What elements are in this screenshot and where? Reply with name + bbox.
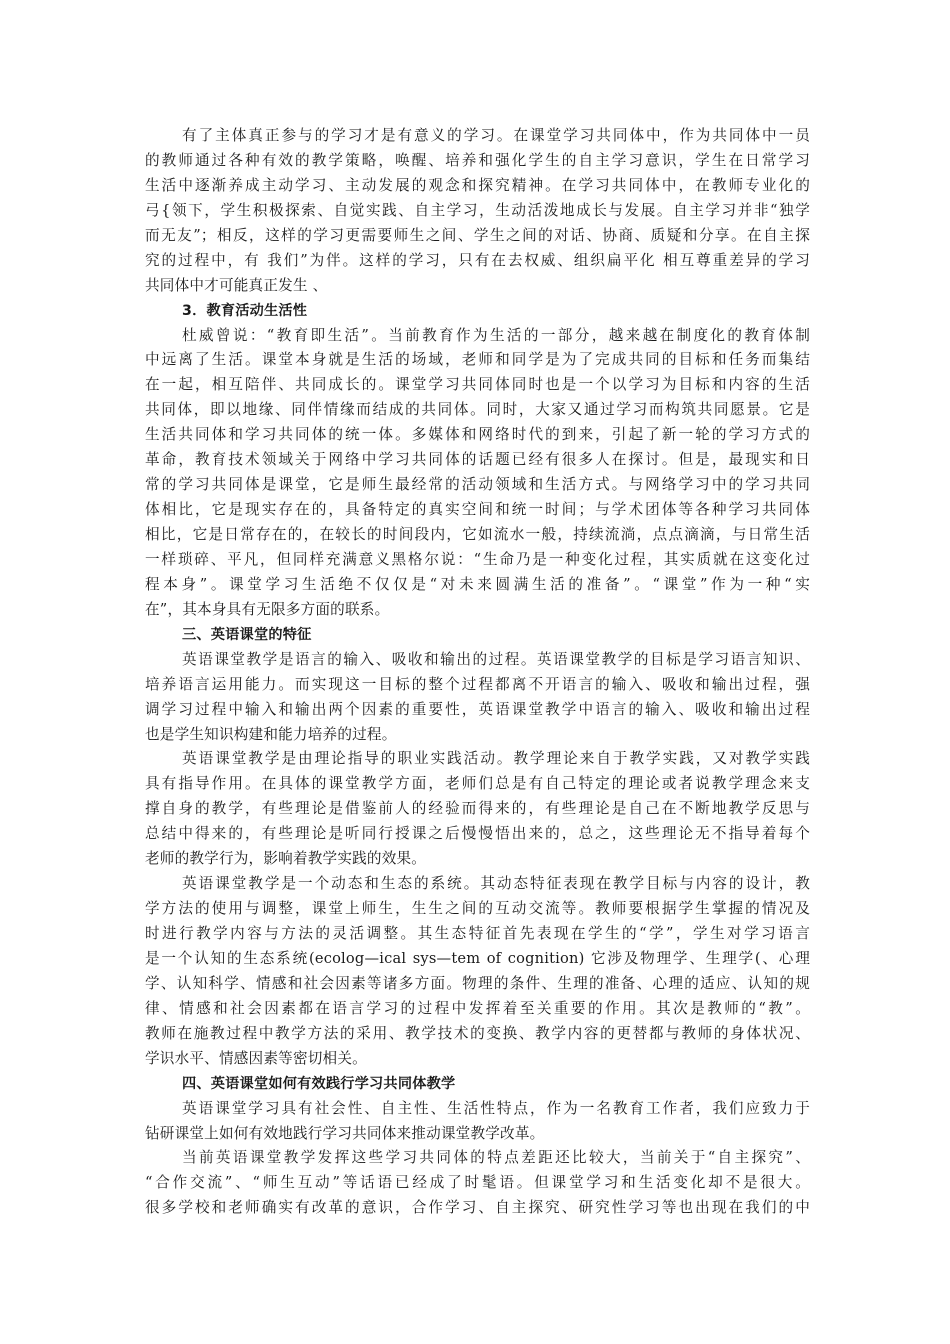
paragraph-first-line: 当前英语课堂教学发挥这些学习共同体的特点差距还比较大，当前关于“自主探究”、 <box>182 1149 810 1167</box>
text-line: 生活共同体和学习共同体的统一体。多媒体和网络时代的到来，引起了新一轮的学习方式的 <box>145 426 810 444</box>
text-line: 生活中逐渐养成主动学习、主动发展的观念和探究精神。在学习共同体中，在教师专业化的 <box>145 176 810 194</box>
text-line: “合作交流”、“师生互动”等话语已经成了时髦语。但课堂学习和生活变化却不是很大。 <box>145 1174 810 1192</box>
paragraph-first-line: 英语课堂教学是一个动态和生态的系统。其动态特征表现在教学目标与内容的设计，教 <box>182 875 810 893</box>
text-line: 总结中得来的，有些理论是听同行授课之后慢慢悟出来的，总之，这些理论无不指导着每个 <box>145 825 810 843</box>
text-line: 的教师通过各种有效的教学策略，唤醒、培养和强化学生的自主学习意识，学生在日常学习 <box>145 151 810 169</box>
text-line: 培养语言运用能力。而实现这一目标的整个过程都离不开语言的输入、吸收和输出过程，强 <box>145 675 810 693</box>
paragraph-last-line: 在”，其本身具有无限多方面的联系。 <box>145 600 390 618</box>
text-line: 常的学习共同体是课堂，它是师生最经常的活动领域和生活方式。与网络学习中的学习共同 <box>145 476 810 494</box>
text-line: 很多学校和老师确实有改革的意识，合作学习、自主探究、研究性学习等也出现在我们的中 <box>145 1199 810 1217</box>
text-line: 中远离了生活。课堂本身就是生活的场域，老师和同学是为了完成共同的目标和任务而集结 <box>145 351 810 369</box>
text-line: 相比，它是日常存在的，在较长的时间段内，它如流水一般，持续流淌，点点滴滴，与日常生活 <box>145 526 810 543</box>
paragraph-last-line: 学识水平、情感因素等密切相关。 <box>145 1049 367 1067</box>
text-line: 共同体，即以地缘、同伴情缘而结成的共同体。同时，大家又通过学习而构筑共同愿景。它是 <box>145 401 810 419</box>
section-heading: 3．教育活动生活性 <box>182 302 308 319</box>
paragraph-first-line: 有了主体真正参与的学习才是有意义的学习。在课堂学习共同体中，作为共同体中一员 <box>182 127 810 144</box>
paragraph-first-line: 英语课堂教学是由理论指导的职业实践活动。教学理论来自于教学实践，又对教学实践 <box>182 750 810 768</box>
text-line: 时进行教学内容与方法的灵活调整。其生态特征首先表现在学生的“学”，学生对学习语言 <box>145 925 810 942</box>
text-line: 调学习过程中输入和输出两个因素的重要性，英语课堂教学中语言的输入、吸收和输出过程 <box>145 700 810 718</box>
paragraph-last-line: 也是学生知识构建和能力培养的过程。 <box>145 725 397 743</box>
paragraph-first-line: 杜威曾说：“教育即生活”。当前教育作为生活的一部分，越来越在制度化的教育体制 <box>182 326 810 344</box>
text-line: 革命，教育技术领域关于网络中学习共同体的话题已经有很多人在探讨。但是，最现实和日 <box>145 451 810 469</box>
text-line: 弓{领下，学生积极探索、自觉实践、自主学习，生动活泼地成长与发展。自主学习并非“独学 <box>145 201 810 219</box>
text-line: 而无友”；相反，这样的学习更需要师生之间、学生之间的对话、协商、质疑和分享。在自主探 <box>145 226 810 244</box>
paragraph-last-line: 老师的教学行为，影响着教学实践的效果。 <box>145 850 427 868</box>
text-line: 教师在施教过程中教学方法的采用、教学技术的变换、教学内容的更替都与教师的身体状况、 <box>145 1024 810 1042</box>
paragraph-first-line: 英语课堂学习具有社会性、自主性、生活性特点，作为一名教育工作者，我们应致力于 <box>182 1099 810 1117</box>
text-line: 撑自身的教学，有些理论是借鉴前人的经验而得来的，有些理论是自己在不断地教学反思与 <box>145 800 810 818</box>
text-line: 律、情感和社会因素都在语言学习的过程中发挥着至关重要的作用。其次是教师的“教”。 <box>145 999 810 1017</box>
text-line: 程本身”。课堂学习生活绝不仅仅是“对未来圆满生活的准备”。“课堂”作为一种“实 <box>145 575 810 593</box>
text-line: 学方法的使用与调整，课堂上师生，生生之间的互动交流等。教师要根据学生掌握的情况及 <box>145 900 810 918</box>
paragraph-last-line: 共同体中才可能真正发生 、 <box>145 276 328 294</box>
text-line: 体相比，它是现实存在的，具备特定的真实空间和统一时间；与学术团体等各种学习共同体 <box>145 501 810 519</box>
section-heading: 三、英语课堂的特征 <box>182 626 312 643</box>
text-line: 具有指导作用。在具体的课堂教学方面，老师们总是有自己特定的理论或者说教学理念来支 <box>145 775 810 793</box>
text-line: 是一个认知的生态系统(ecolog—ical sys—tem of cognition) 它涉及物理学、生理学(、心理 <box>145 949 810 967</box>
paragraph-last-line: 钻研课堂上如何有效地践行学习共同体来推动课堂教学改革。 <box>145 1124 545 1142</box>
paragraph-first-line: 英语课堂教学是语言的输入、吸收和输出的过程。英语课堂教学的目标是学习语言知识、 <box>182 650 810 668</box>
text-line: 在一起，相互陪伴、共同成长的。课堂学习共同体同时也是一个以学习为目标和内容的生活 <box>145 376 810 394</box>
document-page <box>145 124 810 1221</box>
section-heading: 四、英语课堂如何有效践行学习共同体教学 <box>182 1075 456 1092</box>
text-line: 学、认知科学、情感和社会因素等诸多方面。物理的条件、生理的准备、心理的适应、认知的规 <box>145 974 810 992</box>
text-line: 究的过程中，有 我们”为伴。这样的学习，只有在去权威、组织扁平化 相互尊重差异的学习 <box>145 251 810 269</box>
text-line: 一样琐碎、平凡，但同样充满意义黑格尔说：“生命乃是一种变化过程，其实质就在这变化过 <box>145 550 810 568</box>
